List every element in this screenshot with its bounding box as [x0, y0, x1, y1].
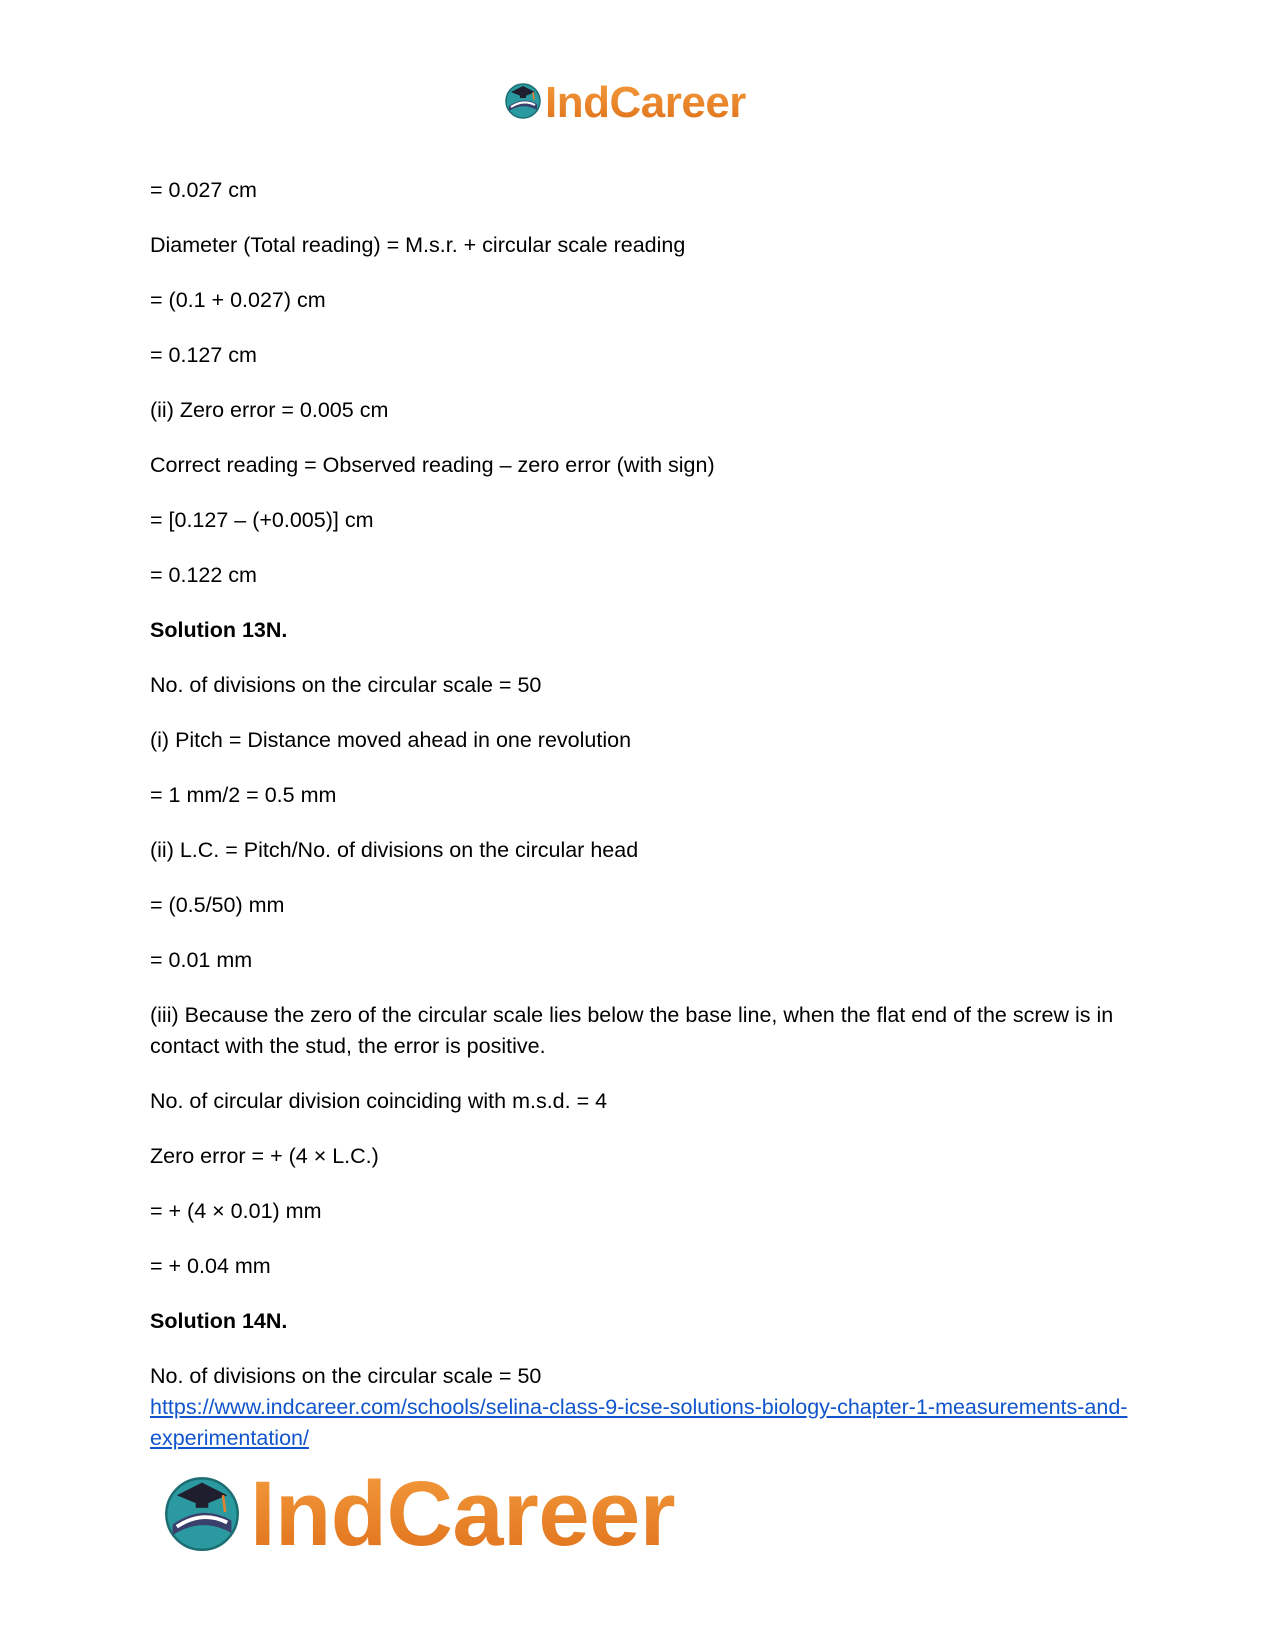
globe-graduation-cap-icon: [503, 80, 543, 125]
text-line: = (0.5/50) mm: [150, 893, 285, 917]
text-line: = 1 mm/2 = 0.5 mm: [150, 783, 337, 807]
solution-heading: Solution 14N.: [150, 1309, 288, 1333]
text-line: (ii) Zero error = 0.005 cm: [150, 398, 389, 422]
header-logo: [503, 77, 746, 127]
logo-text: IndCareer: [545, 77, 746, 127]
text-line: = 0.01 mm: [150, 948, 253, 972]
document-body: [150, 175, 1130, 1454]
footer-logo: [160, 1463, 675, 1565]
text-line: (ii) L.C. = Pitch/No. of divisions on the circular head: [150, 838, 639, 862]
text-line: = [0.127 – (+0.005)] cm: [150, 508, 374, 532]
text-line: = 0.127 cm: [150, 343, 257, 367]
text-line: = + 0.04 mm: [150, 1254, 271, 1278]
text-line: (i) Pitch = Distance moved ahead in one revolution: [150, 728, 632, 752]
text-line: Correct reading = Observed reading – zero error (with sign): [150, 453, 715, 477]
text-line: = (0.1 + 0.027) cm: [150, 288, 326, 312]
text-line: = + (4 × 0.01) mm: [150, 1199, 322, 1223]
text-line: No. of circular division coinciding with m.s.d. = 4: [150, 1089, 608, 1113]
text-line: = 0.027 cm: [150, 178, 257, 202]
solution-heading: Solution 13N.: [150, 618, 288, 642]
text-paragraph: (iii) Because the zero of the circular scale lies below the base line, when the flat end of the screw is in contact with the stud, the error is positive.: [150, 1003, 1114, 1058]
text-line: Diameter (Total reading) = M.s.r. + circular scale reading: [150, 233, 686, 257]
globe-graduation-cap-icon: [160, 1470, 244, 1559]
text-line: Zero error = + (4 × L.C.): [150, 1144, 379, 1168]
text-line: = 0.122 cm: [150, 563, 257, 587]
source-link[interactable]: https://www.indcareer.com/schools/selina-class-9-icse-solutions-biology-chapter-1-measurements-and-experimentation/: [150, 1395, 1128, 1450]
text-line: No. of divisions on the circular scale = 50: [150, 673, 542, 697]
text-line: No. of divisions on the circular scale = 50: [150, 1364, 542, 1388]
logo-text: IndCareer: [250, 1463, 675, 1565]
